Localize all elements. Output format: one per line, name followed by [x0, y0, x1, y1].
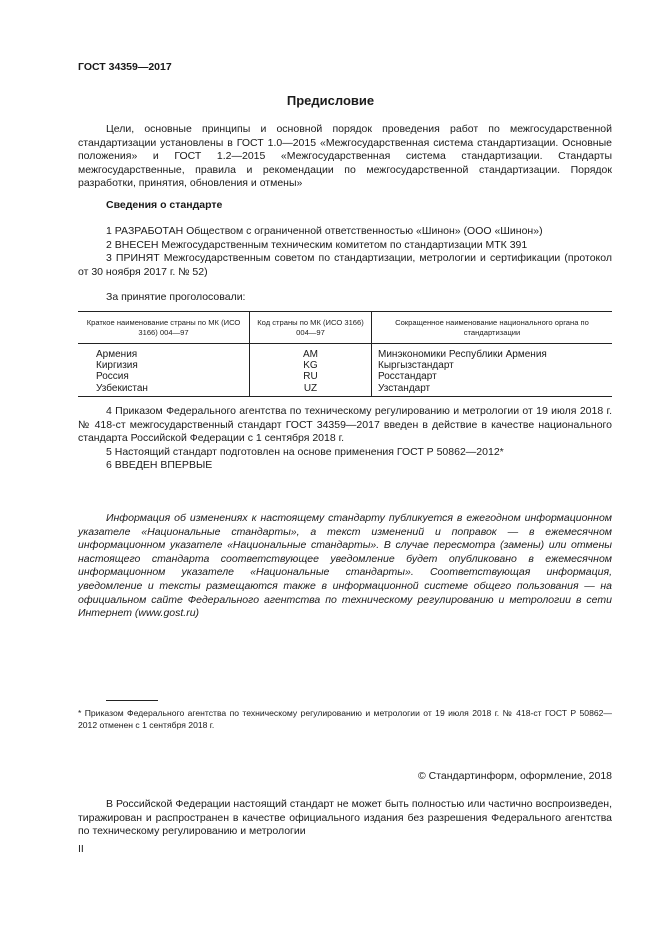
cell-code: UZ — [250, 383, 372, 397]
info-item-5: 5 Настоящий стандарт подготовлен на основе применения ГОСТ Р 50862—2012* — [106, 445, 504, 458]
footnote — [78, 707, 612, 731]
intro-paragraph — [78, 123, 612, 191]
reproduction-notice — [78, 798, 612, 839]
changes-info-text: Информация об изменениях к настоящему стандарту публикуется в ежегодном информационном указателе «Национальные стандарты», а текст изменений и поправок — в ежемесячном информационном указателе «Национальные стандарты». В случае пересмотра (замены) или отмены настоящего стандарта соответствующее уведомление будет опубликовано в ежемесячном информационном указателе «Национальные стандарты». Соответствующая информация, уведомление и тексты размещаются также в информационной системе общего пользования — на официальном сайте Федерального агентства по техническому регулированию и метрологии в сети Интернет (www.gost.ru) — [78, 512, 612, 620]
info-item-4: 4 Приказом Федерального агентства по техническому регулированию и метрологии от 19 июля 2018 г. № 418-ст межгосударственный стандарт ГОСТ 34359—2017 введен в действие в качестве национального стандарта Российской Федерации с 1 сентября 2018 г. — [78, 405, 612, 445]
column-header-code: Код страны по МК (ИСО 3166) 004—97 — [250, 312, 372, 344]
cell-body: Узстандарт — [372, 383, 613, 397]
copyright: © Стандартинформ, оформление, 2018 — [417, 770, 612, 782]
changes-info-note — [78, 512, 612, 621]
info-item-1: 1 РАЗРАБОТАН Обществом с ограниченной ответственностью «Шинон» (ООО «Шинон») — [106, 225, 543, 237]
cell-code: KG — [250, 360, 372, 371]
cell-body: Росстандарт — [372, 371, 613, 382]
standard-info-list-continued — [78, 405, 612, 473]
cell-country: Киргизия — [96, 360, 138, 372]
footnote-divider — [106, 700, 158, 701]
cell-country: Армения — [96, 349, 138, 360]
column-header-country: Краткое наименование страны по МК (ИСО 3166) 004—97 — [78, 312, 250, 344]
voting-table — [78, 311, 612, 397]
cell-country: Узбекистан — [78, 383, 250, 397]
reproduction-notice-text: В Российской Федерации настоящий стандарт не может быть полностью или частично воспроизведен, тиражирован и распространен в качестве официального издания без разрешения Федерального агентства по техническому регулированию и метрологии — [78, 798, 612, 838]
standard-info-list — [78, 225, 612, 279]
table-row — [78, 344, 612, 361]
cell-code: RU — [250, 371, 372, 382]
footnote-text: * Приказом Федерального агентства по техническому регулированию и метрологии от 19 июля 2018 г. № 418-ст ГОСТ Р 50862—2012 отменен с 1 сентября 2018 г. — [78, 708, 612, 730]
document-code: ГОСТ 34359—2017 — [78, 61, 172, 73]
page-title: Предисловие — [286, 93, 375, 108]
table-row — [78, 371, 612, 382]
standard-info-heading: Сведения о стандарте — [106, 199, 223, 211]
info-item-3: 3 ПРИНЯТ Межгосударственным советом по стандартизации, метрологии и сертификации (протокол от 30 ноября 2017 г. № 52) — [78, 252, 612, 278]
info-item-2: 2 ВНЕСЕН Межгосударственным техническим комитетом по стандартизации МТК 391 — [106, 238, 528, 251]
intro-text: Цели, основные принципы и основной порядок проведения работ по межгосударственной стандартизации установлены в ГОСТ 1.0—2015 «Межгосударственная система стандартизации. Основные положения» и ГОСТ 1.2—2015 «Межгосударственная система стандартизации. Стандарты межгосударственные, правила и рекомендации по межгосударственной стандартизации. Порядок разработки, принятия, обновления и отмены» — [78, 123, 612, 190]
page-number: II — [78, 843, 84, 855]
table-header-row — [78, 312, 612, 344]
cell-body: Минэкономики Республики Армения — [372, 344, 613, 361]
cell-body: Кыргызстандарт — [372, 360, 613, 371]
column-header-body: Сокращенное наименование национального органа по стандартизации — [372, 312, 613, 344]
table-row — [78, 360, 612, 371]
cell-country: Россия — [96, 371, 129, 383]
cell-code: AM — [250, 344, 372, 361]
table-row — [78, 383, 612, 397]
vote-label: За принятие проголосовали: — [106, 291, 246, 303]
info-item-6: 6 ВВЕДЕН ВПЕРВЫЕ — [106, 459, 213, 472]
